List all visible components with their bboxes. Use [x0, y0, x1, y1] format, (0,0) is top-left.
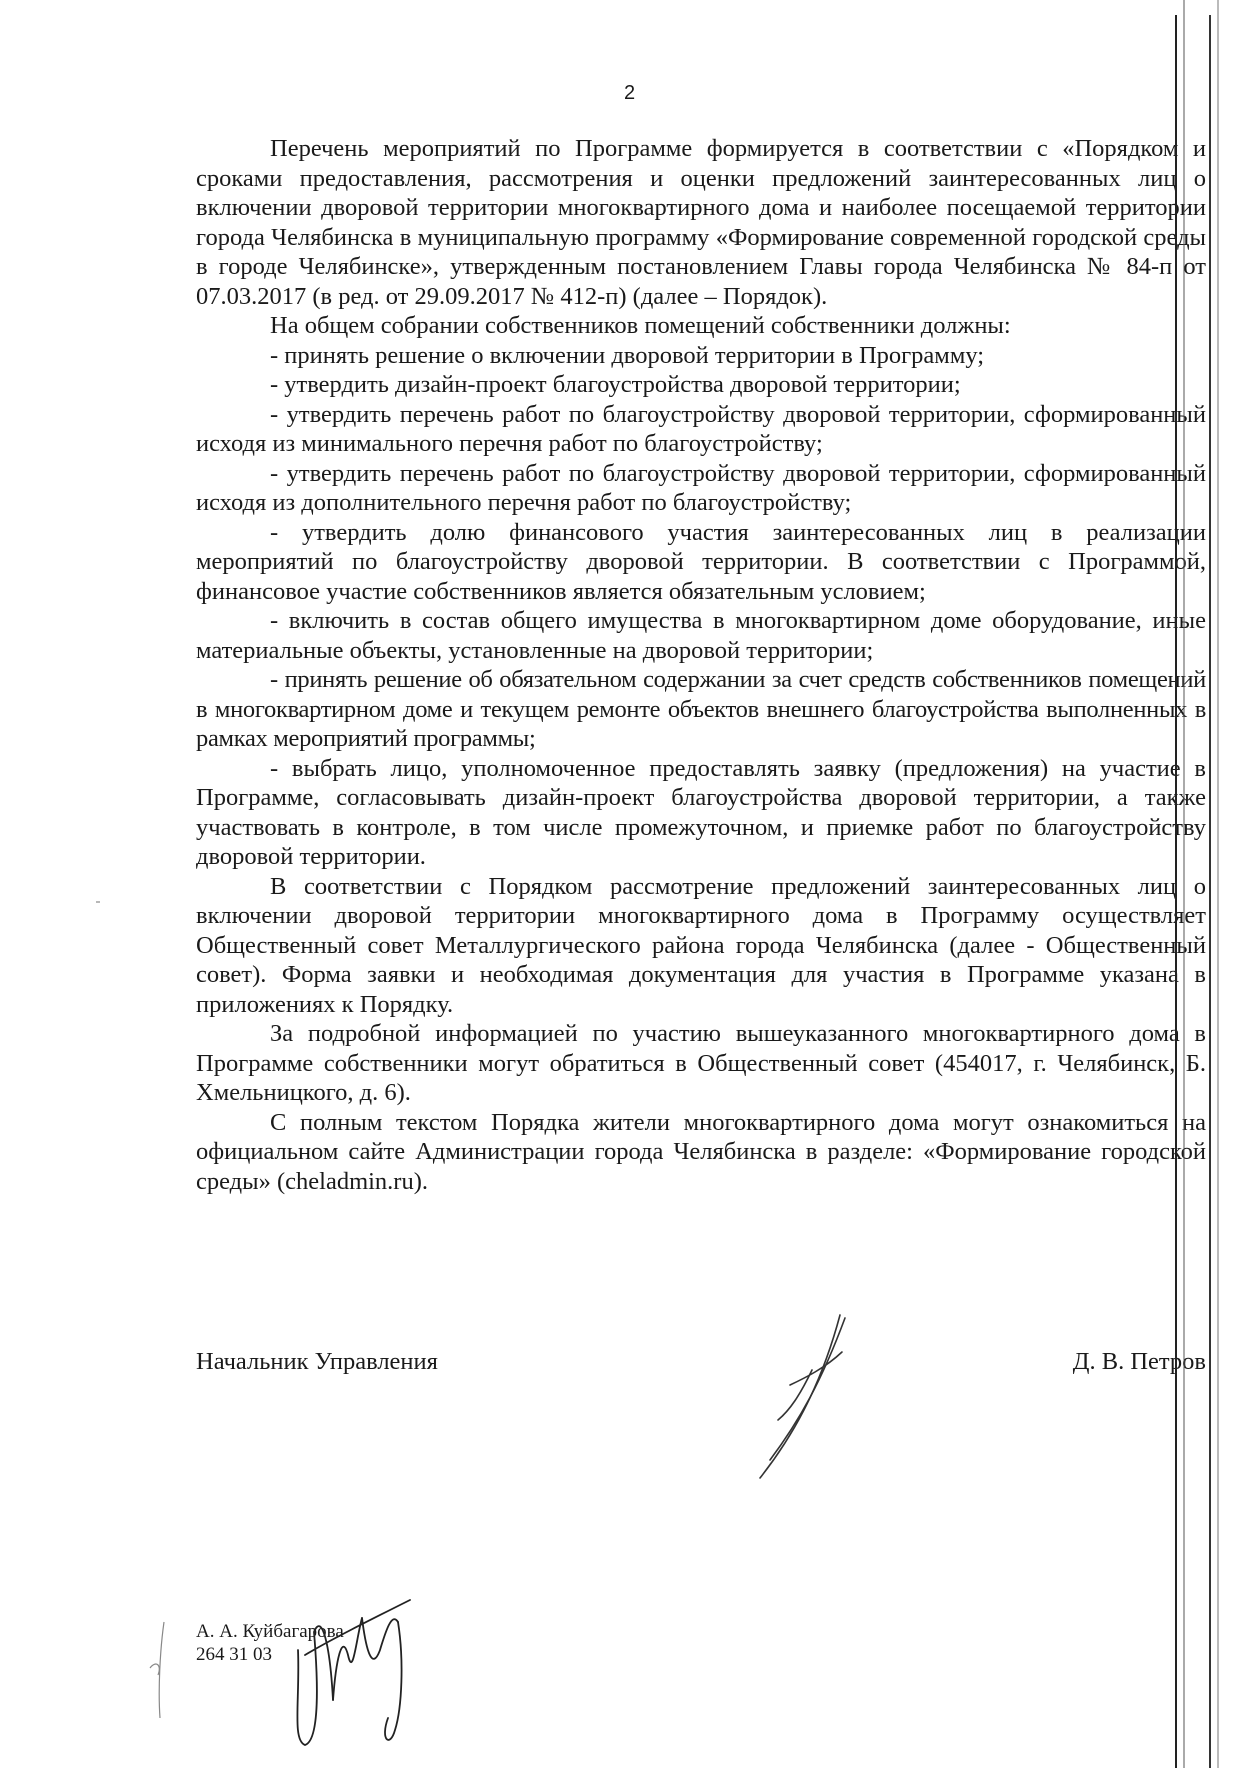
list-item-design-project: - утвердить дизайн-проект благоустройства дворовой территории; — [270, 371, 961, 398]
executor-block — [196, 1620, 344, 1666]
head-signature — [760, 1315, 845, 1478]
list-item-representative: - выбрать лицо, уполномоченное предоставлять заявку (предложения) на участие в Программе, согласовывать дизайн-проект благоустройства дворовой территории, а также участвовать в контроле, в том числе промежуточном, и приемке работ по благоустройству дворовой территории. — [196, 754, 1206, 870]
signature-block — [196, 1348, 1206, 1382]
list-item-minimal-works: - утвердить перечень работ по благоустройству дворовой территории, сформированный исходя из минимального перечня работ по благоустройству; — [196, 400, 1206, 457]
signer-position: Начальник Управления — [196, 1348, 438, 1375]
paragraph-public-council: В соответствии с Порядком рассмотрение предложений заинтересованных лиц о включении дворовой территории многоквартирного дома в Программу осуществляет Общественный совет Металлургического района города Челябинска (далее - Общественный совет). Форма заявки и необходимая документация для участия в Программе указана в приложениях к Порядку. — [196, 872, 1206, 1018]
signer-name: Д. В. Петров — [1072, 1348, 1206, 1375]
paragraph-website: С полным текстом Порядка жители многоквартирного дома могут ознакомиться на официальном сайте Администрации города Челябинска в разделе: «Формирование городской среды» (cheladmin.ru). — [196, 1108, 1206, 1195]
margin-marks — [96, 902, 164, 1718]
list-item-decision: - принять решение о включении дворовой территории в Программу; — [270, 341, 985, 369]
paragraph-procedure: Перечень мероприятий по Программе формируется в соответствии с «Порядком и сроками предоставления, рассмотрения и оценки предложений заинтересованных лиц о включении дворовой территории многоквартирного дома и наиболее посещаемой территории города Челябинска в муниципальную программу «Формирование современной городской среды в городе Челябинске», утвержденным постановлением Главы города Челябинска № 84-п от 07.03.2017 (в ред. от 29.09.2017 № 412-п) (далее – Порядок). — [196, 135, 1206, 310]
list-item-financial-share: - утвердить долю финансового участия заинтересованных лиц в реализации мероприятий по благоустройству дворовой территории. В соответствии с Программой, финансовое участие собственников является обязательным условием; — [196, 518, 1206, 605]
executor-phone: 264 31 03 — [196, 1644, 272, 1665]
list-item-common-property: - включить в состав общего имущества в многоквартирном доме оборудование, иные материальные объекты, установленные на дворовой территории; — [196, 607, 1206, 664]
list-item-maintenance: - принять решение об обязательном содержании за счет средств собственников помещений в многоквартирном доме и текущем ремонте объектов внешнего благоустройства выполненных в рамках мероприятий программы; — [196, 666, 1206, 752]
paragraph-contact-info: За подробной информацией по участию вышеуказанного многоквартирного дома в Программе собственники могут обратиться в Общественный совет (454017, г. Челябинск, Б. Хмельницкого, д. 6). — [196, 1020, 1206, 1106]
executor-name: А. А. Куйбагарова — [196, 1621, 344, 1642]
document-body — [196, 134, 1206, 1196]
page-number: 2 — [623, 82, 636, 104]
paragraph-meeting-intro: На общем собрании собственников помещений собственники должны: — [270, 312, 1011, 339]
list-item-additional-works: - утвердить перечень работ по благоустройству дворовой территории, сформированный исходя из дополнительного перечня работ по благоустройству; — [196, 459, 1206, 516]
